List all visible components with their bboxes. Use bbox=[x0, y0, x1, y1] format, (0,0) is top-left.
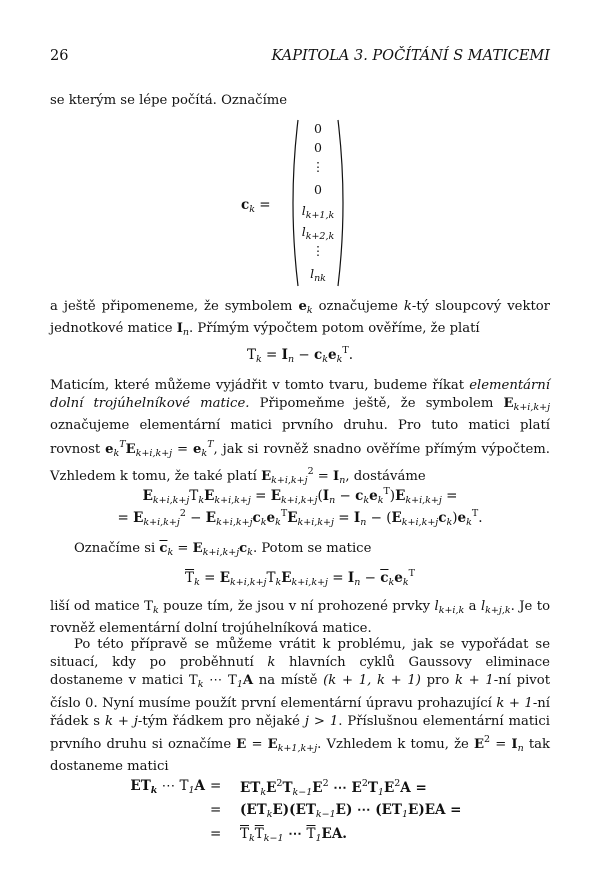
derivation-token: 1 bbox=[377, 787, 384, 798]
derivation-token: E bbox=[383, 780, 395, 796]
equation-tk: $T_k = I_n - c_ke_k^T$. bbox=[246, 345, 354, 365]
derivation-token: k−1 bbox=[292, 787, 313, 798]
vector-label: $c_k$ = bbox=[241, 197, 271, 215]
derivation-row-1 bbox=[50, 778, 550, 798]
vector-ck-display bbox=[50, 118, 550, 288]
derivation-token: 2 bbox=[322, 778, 329, 789]
derivation-token: k−1 bbox=[315, 809, 336, 820]
derivation-rhs bbox=[240, 826, 347, 844]
derivation-token: EA. bbox=[321, 826, 347, 842]
derivation-token: 2 bbox=[394, 778, 401, 789]
derivation-token: T bbox=[282, 780, 293, 796]
derivation-token: E bbox=[266, 780, 277, 796]
vector-entry: $l_{k+1,k}$ bbox=[301, 203, 335, 221]
derivation-lhs: $ET_k$ ⋯ $T_1A$ bbox=[130, 778, 205, 796]
vector-entry: 0 bbox=[314, 140, 322, 155]
vector-entry: ⋮ bbox=[311, 159, 325, 174]
chapter-title: KAPITOLA 3. POČÍTÁNÍ S MATICEMI bbox=[271, 48, 550, 64]
derivation-token: k bbox=[266, 809, 273, 820]
derivation-token: ⋯ bbox=[283, 826, 307, 842]
derivation-relation: = bbox=[210, 778, 222, 794]
paragraph-elementary-matrices: Maticím, které můžeme vyjádřit v tomto tvaru, budeme říkat elementární dolní trojúhelníkové matice. Připomeňme ještě, že symbolem $E_{k+i,k+j}$ označujeme elementární matici prvního druhu. Pro tuto matici platí rovnost $e_k^TE_{k+i,k+j} = e_k^T$, jak si rovněž snadno ověříme přímým výpočtem. Vzhledem k tomu, že také platí $E_{k+i,k+j}^2 = I_n$, dostáváme bbox=[50, 378, 551, 486]
derivation-token: T bbox=[367, 780, 378, 796]
vector-entry: 0 bbox=[314, 121, 322, 136]
derivation-token: 1 bbox=[315, 833, 322, 844]
paragraph-ek-definition: a ještě připomeneme, že symbolem $e_k$ označujeme k-tý sloupcový vektor jednotkové matice $I_n$. Přímým výpočtem potom ověříme, že platí bbox=[50, 299, 550, 339]
derivation-token: 2 bbox=[276, 778, 283, 789]
derivation-token: $\overline{T}$ bbox=[240, 826, 250, 842]
derivation-token: k bbox=[260, 787, 267, 798]
vector-body bbox=[288, 118, 348, 288]
derivation-row-2 bbox=[50, 802, 550, 822]
derivation-token: (ET bbox=[240, 802, 267, 818]
intro-line: se kterým se lépe počítá. Označíme bbox=[50, 93, 288, 108]
derivation-token: 1 bbox=[401, 809, 409, 820]
derivation-token: E bbox=[312, 780, 323, 796]
running-header bbox=[50, 48, 550, 66]
derivation-row-3 bbox=[50, 826, 550, 846]
derivation-relation: = bbox=[210, 826, 222, 842]
equation-conjugation-line1: $E_{k+i,k+j}T_kE_{k+i,k+j} = E_{k+i,k+j}(I_n - c_ke_k^T)E_{k+i,k+j}$ = bbox=[142, 486, 458, 506]
derivation-rhs bbox=[240, 778, 427, 798]
paragraph-tbar-property: liší od matice $T_k$ pouze tím, že jsou v ní prohozené prvky $l_{k+i,k}$ a $l_{k+j,k}$. Je to rovněž elementární dolní trojúhelníková matice. bbox=[50, 599, 551, 637]
vector-entry: ⋮ bbox=[311, 243, 325, 258]
derivation-token: k bbox=[249, 833, 255, 844]
derivation-token: A = bbox=[400, 780, 427, 796]
derivation-rhs bbox=[240, 802, 461, 820]
equation-tbar: $\overline{T}_k = E_{k+i,k+j}T_kE_{k+i,k+j} = I_n - \overline{c}_ke_k^T$ bbox=[185, 568, 415, 588]
derivation-token: $\overline{T}$ bbox=[254, 826, 264, 842]
derivation-token: k−1 bbox=[263, 833, 284, 844]
derivation-token: E)EA = bbox=[408, 802, 462, 818]
derivation-token: E) ⋯ (ET bbox=[335, 802, 402, 818]
vector-entry: $l_{k+2,k}$ bbox=[301, 224, 335, 242]
page-number: 26 bbox=[50, 48, 69, 64]
paragraph-cbar-definition: Označíme si $\overline{c}_k = E_{k+i,k+j}c_k$. Potom se matice bbox=[74, 541, 372, 558]
vector-entry: $l_{nk}$ bbox=[310, 266, 326, 284]
equation-conjugation-line2: = $E_{k+i,k+j}^2 - E_{k+i,k+j}c_ke_k^TE_{k+i,k+j} = I_n - (E_{k+i,k+j}c_k)e_k^T$. bbox=[117, 508, 483, 528]
vector-entry: 0 bbox=[314, 182, 322, 197]
derivation-relation: = bbox=[210, 802, 222, 818]
derivation-token: $\overline{T}$ bbox=[306, 826, 316, 842]
derivation-token: ⋯ E bbox=[328, 780, 362, 796]
derivation-token: 2 bbox=[361, 778, 368, 789]
derivation-token: E)(ET bbox=[272, 802, 316, 818]
derivation-token: ET bbox=[240, 780, 261, 796]
paragraph-pivot-problem: Po této přípravě se můžeme vrátit k problému, jak se vypořádat se situací, kdy po proběhnutí k hlavních cyklů Gaussovy eliminace dostaneme v matici $T_k$ ⋯ $T_1A$ na místě (k + 1, k + 1) pro k + 1-ní pivot číslo 0. Nyní musíme použít první elementární úpravu prohazující k + 1-ní řádek s k + j-tým řádkem pro nějaké j > 1. Příslušnou elementární matici prvního druhu si označíme $E = E_{k+1,k+j}$. Vzhledem k tomu, že $E^2 = I_n$ tak dostaneme matici bbox=[50, 637, 550, 775]
